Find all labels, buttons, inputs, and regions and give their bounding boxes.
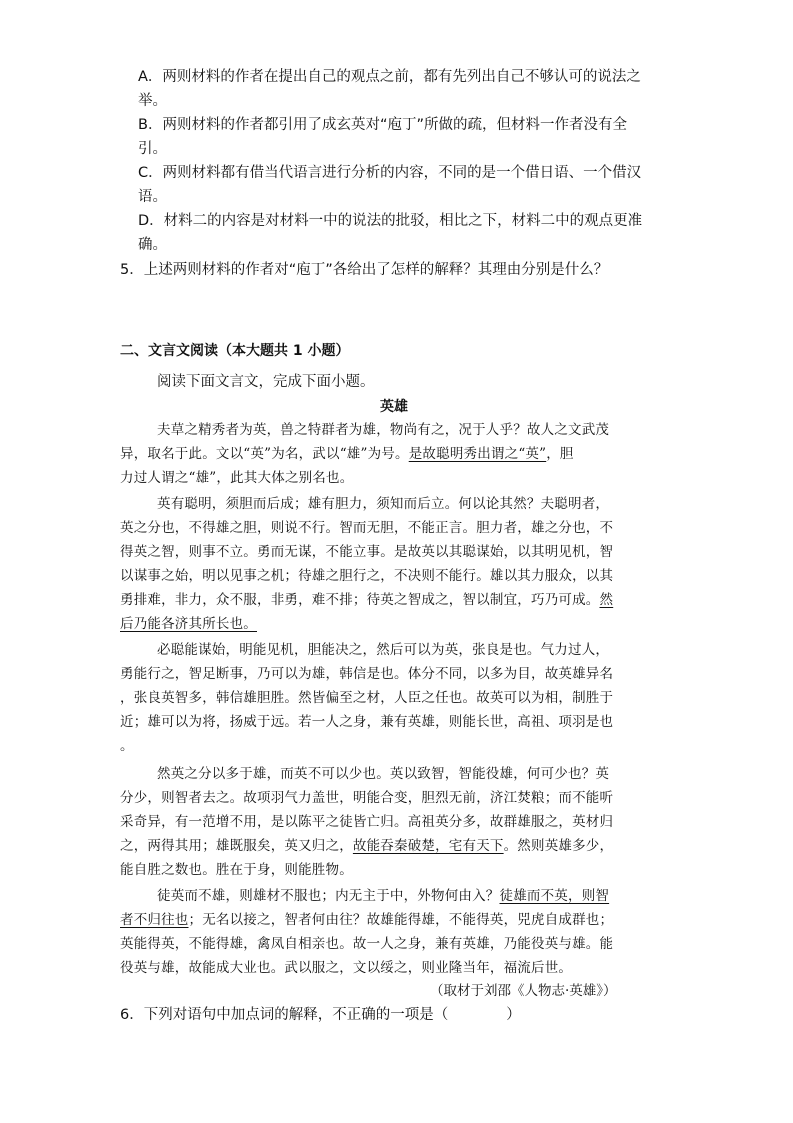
section-heading: 二、文言文阅读（本大题共 1 小题） — [120, 343, 350, 359]
option-a-line1: A．两则材料的作者在提出自己的观点之前，都有先列出自己不够认可的说法之 — [138, 69, 641, 85]
p5-line3: 英能得英，不能得雄，禽凤自相亲也。故一人之身，兼有英雄，乃能役英与雄。能 — [120, 936, 614, 952]
underlined-sentence: 者不归往也 — [120, 912, 189, 928]
option-d-line1: D．材料二的内容是对材料一中的说法的批驳，相比之下，材料二中的观点更准 — [138, 213, 643, 229]
p4-line4: 之，两得其用；雄既服矣，英又归之，故能吞秦破楚，宅有天下。然则英雄多少， — [120, 838, 614, 854]
p2-line5: 勇排难，非力，众不服，非勇，难不排；待英之智成之，智以制宜，巧乃可成。然 — [120, 592, 614, 608]
p2-line3: 得英之智，则事不立。勇而无谋，不能立事。是故英以其聪谋始，以其明见机，智 — [120, 544, 614, 560]
p3-line4: 近；雄可以为将，扬威于远。若一人之身，兼有英雄，则能长世，高祖、项羽是也 — [120, 714, 614, 730]
option-b-line2: 引。 — [138, 141, 167, 157]
p5-line1: 徒英而不雄，则雄材不服也；内无主于中，外物何由入？徒雄而不英，则智 — [157, 888, 610, 904]
p3-line5: 。 — [120, 738, 134, 754]
option-c-line1: C．两则材料都有借当代语言进行分析的内容，不同的是一个借日语、一个借汉 — [138, 165, 642, 181]
p1-line1: 夫草之精秀者为英，兽之特群者为雄，物尚有之，况于人乎？故人之文武茂 — [157, 422, 610, 438]
option-b-line1: B．两则材料的作者都引用了成玄英对“庖丁”所做的疏，但材料一作者没有全 — [138, 117, 627, 133]
p2-line2: 英之分也，不得雄之胆，则说不行。智而无胆，不能正言。胆力者，雄之分也，不 — [120, 520, 614, 536]
option-a-line2: 举。 — [138, 93, 167, 109]
passage-title: 英雄 — [380, 399, 408, 415]
p3-line2: 勇能行之，智足断事，乃可以为雄，韩信是也。体分不同，以多为目，故英雄异名 — [120, 666, 614, 682]
p3-line3: ，张良英智多，韩信雄胆胜。然皆偏至之材，人臣之任也。故英可以为相，制胜于 — [120, 690, 614, 706]
p3-line1: 必聪能谋始，明能见机，胆能决之，然后可以为英，张良是也。气力过人， — [157, 642, 610, 658]
source-citation: （取材于刘邵《人物志·英雄》） — [430, 983, 617, 999]
p4-line5: 能自胜之数也。胜在于身，则能胜物。 — [120, 862, 353, 878]
p1-line2: 异，取名于此。文以“英”为名，武以“雄”为号。是故聪明秀出谓之“英”，胆 — [120, 446, 574, 462]
p5-line4: 役英与雄，故能成大业也。武以服之，文以绥之，则业隆当年，福流后世。 — [120, 960, 573, 976]
option-d-line2: 确。 — [138, 237, 167, 253]
question-6: 6．下列对语句中加点词的解释，不正确的一项是（ ） — [120, 1007, 521, 1023]
p2-line6: 后乃能各济其所长也。 — [120, 616, 257, 632]
instruction: 阅读下面文言文，完成下面小题。 — [157, 374, 375, 390]
question-5: 5．上述两则材料的作者对“庖丁”各给出了怎样的解释？其理由分别是什么？ — [120, 262, 609, 278]
option-c-line2: 语。 — [138, 189, 167, 205]
p4-line2: 分少，则智者去之。故项羽气力盖世，明能合变，胆烈无前，济江焚粮；而不能听 — [120, 790, 614, 806]
p5-line2: 者不归往也；无名以接之，智者何由往？故雄能得雄，不能得英，兕虎自成群也； — [120, 912, 614, 928]
p1-line3: 力过人谓之“雄”，此其大体之别名也。 — [120, 470, 354, 486]
underlined-sentence: 故能吞秦破楚，宅有天下 — [352, 838, 504, 854]
underlined-sentence: 是故聪明秀出谓之“英” — [408, 446, 547, 462]
underlined-sentence: 徒雄而不英，则智 — [499, 888, 610, 904]
underlined-sentence: 然 — [599, 592, 614, 608]
p2-line4: 以谋事之始，明以见事之机；待雄之胆行之，不决则不能行。雄以其力服众，以其 — [120, 568, 614, 584]
p2-line1: 英有聪明，须胆而后成；雄有胆力，须知而后立。何以论其然？夫聪明者， — [157, 496, 610, 512]
p4-line1: 然英之分以多于雄，而英不可以少也。英以致智，智能役雄，何可少也？英 — [157, 766, 610, 782]
p4-line3: 采奇异，有一范增不用，是以陈平之徒皆亡归。高祖英分多，故群雄服之，英材归 — [120, 814, 614, 830]
